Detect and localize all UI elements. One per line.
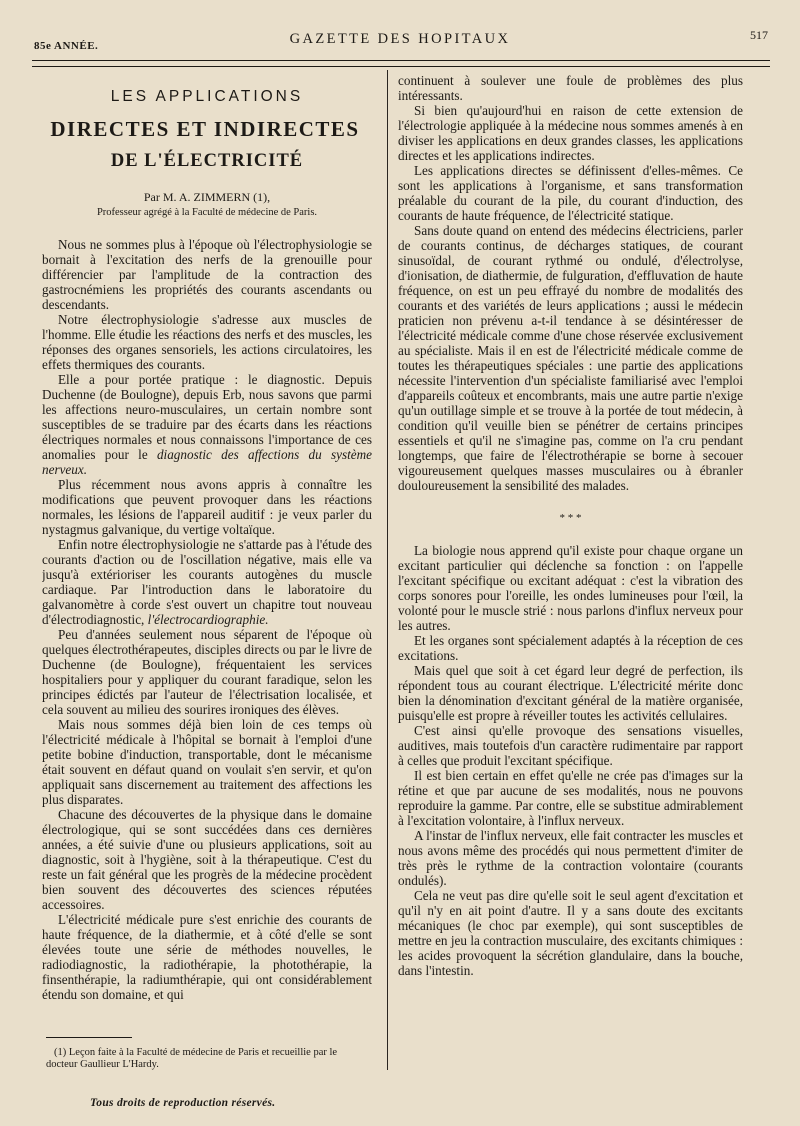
paragraph xyxy=(42,372,372,477)
article-title-line-1: LES APPLICATIONS xyxy=(110,88,304,105)
right-column xyxy=(398,73,743,1073)
footnote: (1) Leçon faite à la Faculté de médecine de Paris et recueillie par le docteur Gaullieur L'Hardy. xyxy=(46,1047,338,1070)
paragraph: Mais quel que soit à cet égard leur degré de perfection, ils répondent tous au courant électrique. L'électricité mérite donc bien la dénomination d'excitant général de la matière organisée, puisqu'elle est propre à réveiller toutes les activités cellulaires. xyxy=(398,663,743,723)
paragraph: Notre électrophysiologie s'adresse aux muscles de l'homme. Elle étudie les réactions des nerfs et des muscles, les réponses des organes sensoriels, les actions circulatoires, les effets thermiques des courants. xyxy=(42,312,372,372)
footnote-rule xyxy=(46,1037,132,1038)
left-column xyxy=(42,237,372,1027)
paragraph: Et les organes sont spécialement adaptés à la réception de ces excitations. xyxy=(398,633,743,663)
section-separator: * * * xyxy=(559,512,582,524)
paragraph: Mais nous sommes déjà bien loin de ces temps où l'électricité médicale à l'hôpital se bornait à l'emploi d'une petite bobine d'induction, transportable, dont le mécanisme était souvent en défaut quand on voulait s'en servir, et qu'on appliquait sans discernement au traitement des affections les plus disparates. xyxy=(42,717,372,807)
paragraph-italic: diagnostic des affections du système nerveux. xyxy=(42,447,372,477)
copyright-notice: Tous droits de reproduction réservés. xyxy=(90,1097,276,1109)
header-rule-top xyxy=(32,60,770,61)
paragraph: Plus récemment nous avons appris à connaître les modifications que peuvent provoquer dans les réactions normales, les lésions de l'appareil auditif : je veux parler du nystagmus galvanique, du vertige voltaïque. xyxy=(42,477,372,537)
paragraph: La biologie nous apprend qu'il existe pour chaque organe un excitant particulier qui déclenche sa fonction : on l'appelle l'excitant spécifique ou excitant adéquat : c'est la vibration des corps sonores pour l'oreille, les ondes lumineuses pour l'œil, la volonté pour le muscle strié : nous parlons d'influx nerveux pour les autres. xyxy=(398,543,743,633)
paragraph-text: Elle a pour portée pratique : le diagnostic. Depuis Duchenne (de Boulogne), depuis Erb, nous savons que parmi les affections neuro-musculaires, un certain nombre sont susceptibles de se traduire par des écarts dans les réactions électriques normales et nous connaissons l'importance de ces anomalies pour le xyxy=(42,372,372,462)
author-byline: Par M. A. ZIMMERN (1), xyxy=(143,190,271,204)
article-title-line-2: DIRECTES ET INDIRECTES xyxy=(50,117,360,141)
paragraph xyxy=(42,537,372,627)
header-rule-bottom xyxy=(32,66,770,67)
paragraph: A l'instar de l'influx nerveux, elle fait contracter les muscles et nous avons même des procédés qui nous permettent d'imiter de très près le rythme de la contraction volontaire (courants ondulés). xyxy=(398,828,743,888)
paragraph: Peu d'années seulement nous séparent de l'époque où quelques électrothérapeutes, disciples directs ou par le livre de Duchenne (de Boulogne), fréquentaient les services hospitaliers pour y appliquer du courant faradique, selon les principes édictés par l'auteur de l'électrisation localisée, et cela souvent au milieu des sourires ironiques des élèves. xyxy=(42,627,372,717)
column-divider xyxy=(387,70,388,1070)
paragraph: Les applications directes se définissent d'elles-mêmes. Ce sont les applications à l'organisme, et sans transformation préalable du courant de la pile, du courant d'induction, des courants de haute fréquence, de l'électricité statique. xyxy=(398,163,743,223)
author-affiliation: Professeur agrégé à la Faculté de médecine de Paris. xyxy=(96,207,318,218)
paragraph: L'électricité médicale pure s'est enrichie des courants de haute fréquence, de la diathermie, et à côté d'elle se sont élevées toute une série de méthodes nouvelles, le radiodiagnostic, la radiothérapie, la photothérapie, la finsenthérapie, la radiumthérapie, qui ont considérablement étendu son domaine, et qui xyxy=(42,912,372,1002)
paragraph: Si bien qu'aujourd'hui en raison de cette extension de l'électrologie appliquée à la médecine nous sommes amenés à en diviser les applications en deux grandes classes, les applications directes et les applications indirectes. xyxy=(398,103,743,163)
paragraph: C'est ainsi qu'elle provoque des sensations visuelles, auditives, mais toutefois d'un caractère rudimentaire par rapport à celles que produit l'excitant spécifique. xyxy=(398,723,743,768)
paragraph-italic: l'électrocardiographie. xyxy=(147,612,269,627)
article-title-line-3: DE L'ÉLECTRICITÉ xyxy=(110,151,304,171)
paragraph: Chacune des découvertes de la physique dans le domaine électrologique, qui se sont succédées dans ces dernières années, a été suivie d'une ou plusieurs applications, soit au diagnostic, soit à l'hygiène, soit à la thérapeutique. C'est du reste un fait général que les progrès de la médecine procèdent bien souvent des découvertes des sciences réputées accessoires. xyxy=(42,807,372,912)
paragraph: Il est bien certain en effet qu'elle ne crée pas d'images sur la rétine et que par aucune de ses modalités, nous ne pouvons reproduire la gamme. Par contre, elle se substitue admirablement à l'excitation volontaire, à l'influx nerveux. xyxy=(398,768,743,828)
page-number: 517 xyxy=(750,28,768,42)
paragraph: Nous ne sommes plus à l'époque où l'électrophysiologie se bornait à l'excitation des nerfs de la grenouille pour différencier par l'amplitude de la contraction des gastrocnémiens les propriétés des courants ascendants ou descendants. xyxy=(42,237,372,312)
journal-title: GAZETTE DES HOPITAUX xyxy=(289,31,511,47)
paragraph: continuent à soulever une foule de problèmes des plus intéressants. xyxy=(398,73,743,103)
paragraph-text: Enfin notre électrophysiologie ne s'attarde pas à l'étude des courants d'action ou de l'oscillation négative, mais elle va jusqu'à extérioriser les courants autogènes du muscle cardiaque. Par l'introduction dans le laboratoire du galvanomètre à corde s'est ouvert un chapitre tout nouveau d'électrodiagnostic, xyxy=(42,537,372,627)
paragraph: Cela ne veut pas dire qu'elle soit le seul agent d'excitation et qu'il n'y en ait point d'autre. Il y a sans doute des excitants mécaniques (le choc par exemple), qui sont susceptibles de mettre en jeu la contraction musculaire, des excitants chimiques : les acides provoquent la sécrétion glandulaire, dans la bouche, dans l'intestin. xyxy=(398,888,743,978)
issue-number: 85e ANNÉE. xyxy=(34,40,99,52)
paragraph: Sans doute quand on entend des médecins électriciens, parler de courants continus, de décharges statiques, de courant sinusoïdal, de courant rythmé ou ondulé, d'électrolyse, d'ionisation, de diathermie, de fulguration, d'effluvation de haute fréquence, on est un peu effrayé du nombre de modalités des courants et des variétés de leurs applications ; aussi le médecin praticien non prévenu a-t-il tendance à se désintéresser de l'électricité médicale comme d'une chose réservée exclusivement au spécialiste. Mais il en est de l'électricité médicale comme de toutes les thérapeutiques spéciales : une partie des applications nécessite l'intervention d'un spécialiste familiarisé avec l'emploi d'appareils coûteux et encombrants, mais une autre partie n'exige qu'un outillage simple et se trouve à la portée de tout médecin, à condition qu'il veuille bien se pénétrer de certains principes essentiels et qu'il ne s'imagine pas, comme on l'a cru pendant longtemps, que faire de l'électrothérapie se borne à secouer vigoureusement quelques masses musculaires ou à ébranler douloureusement la sensibilité des malades. xyxy=(398,223,743,493)
